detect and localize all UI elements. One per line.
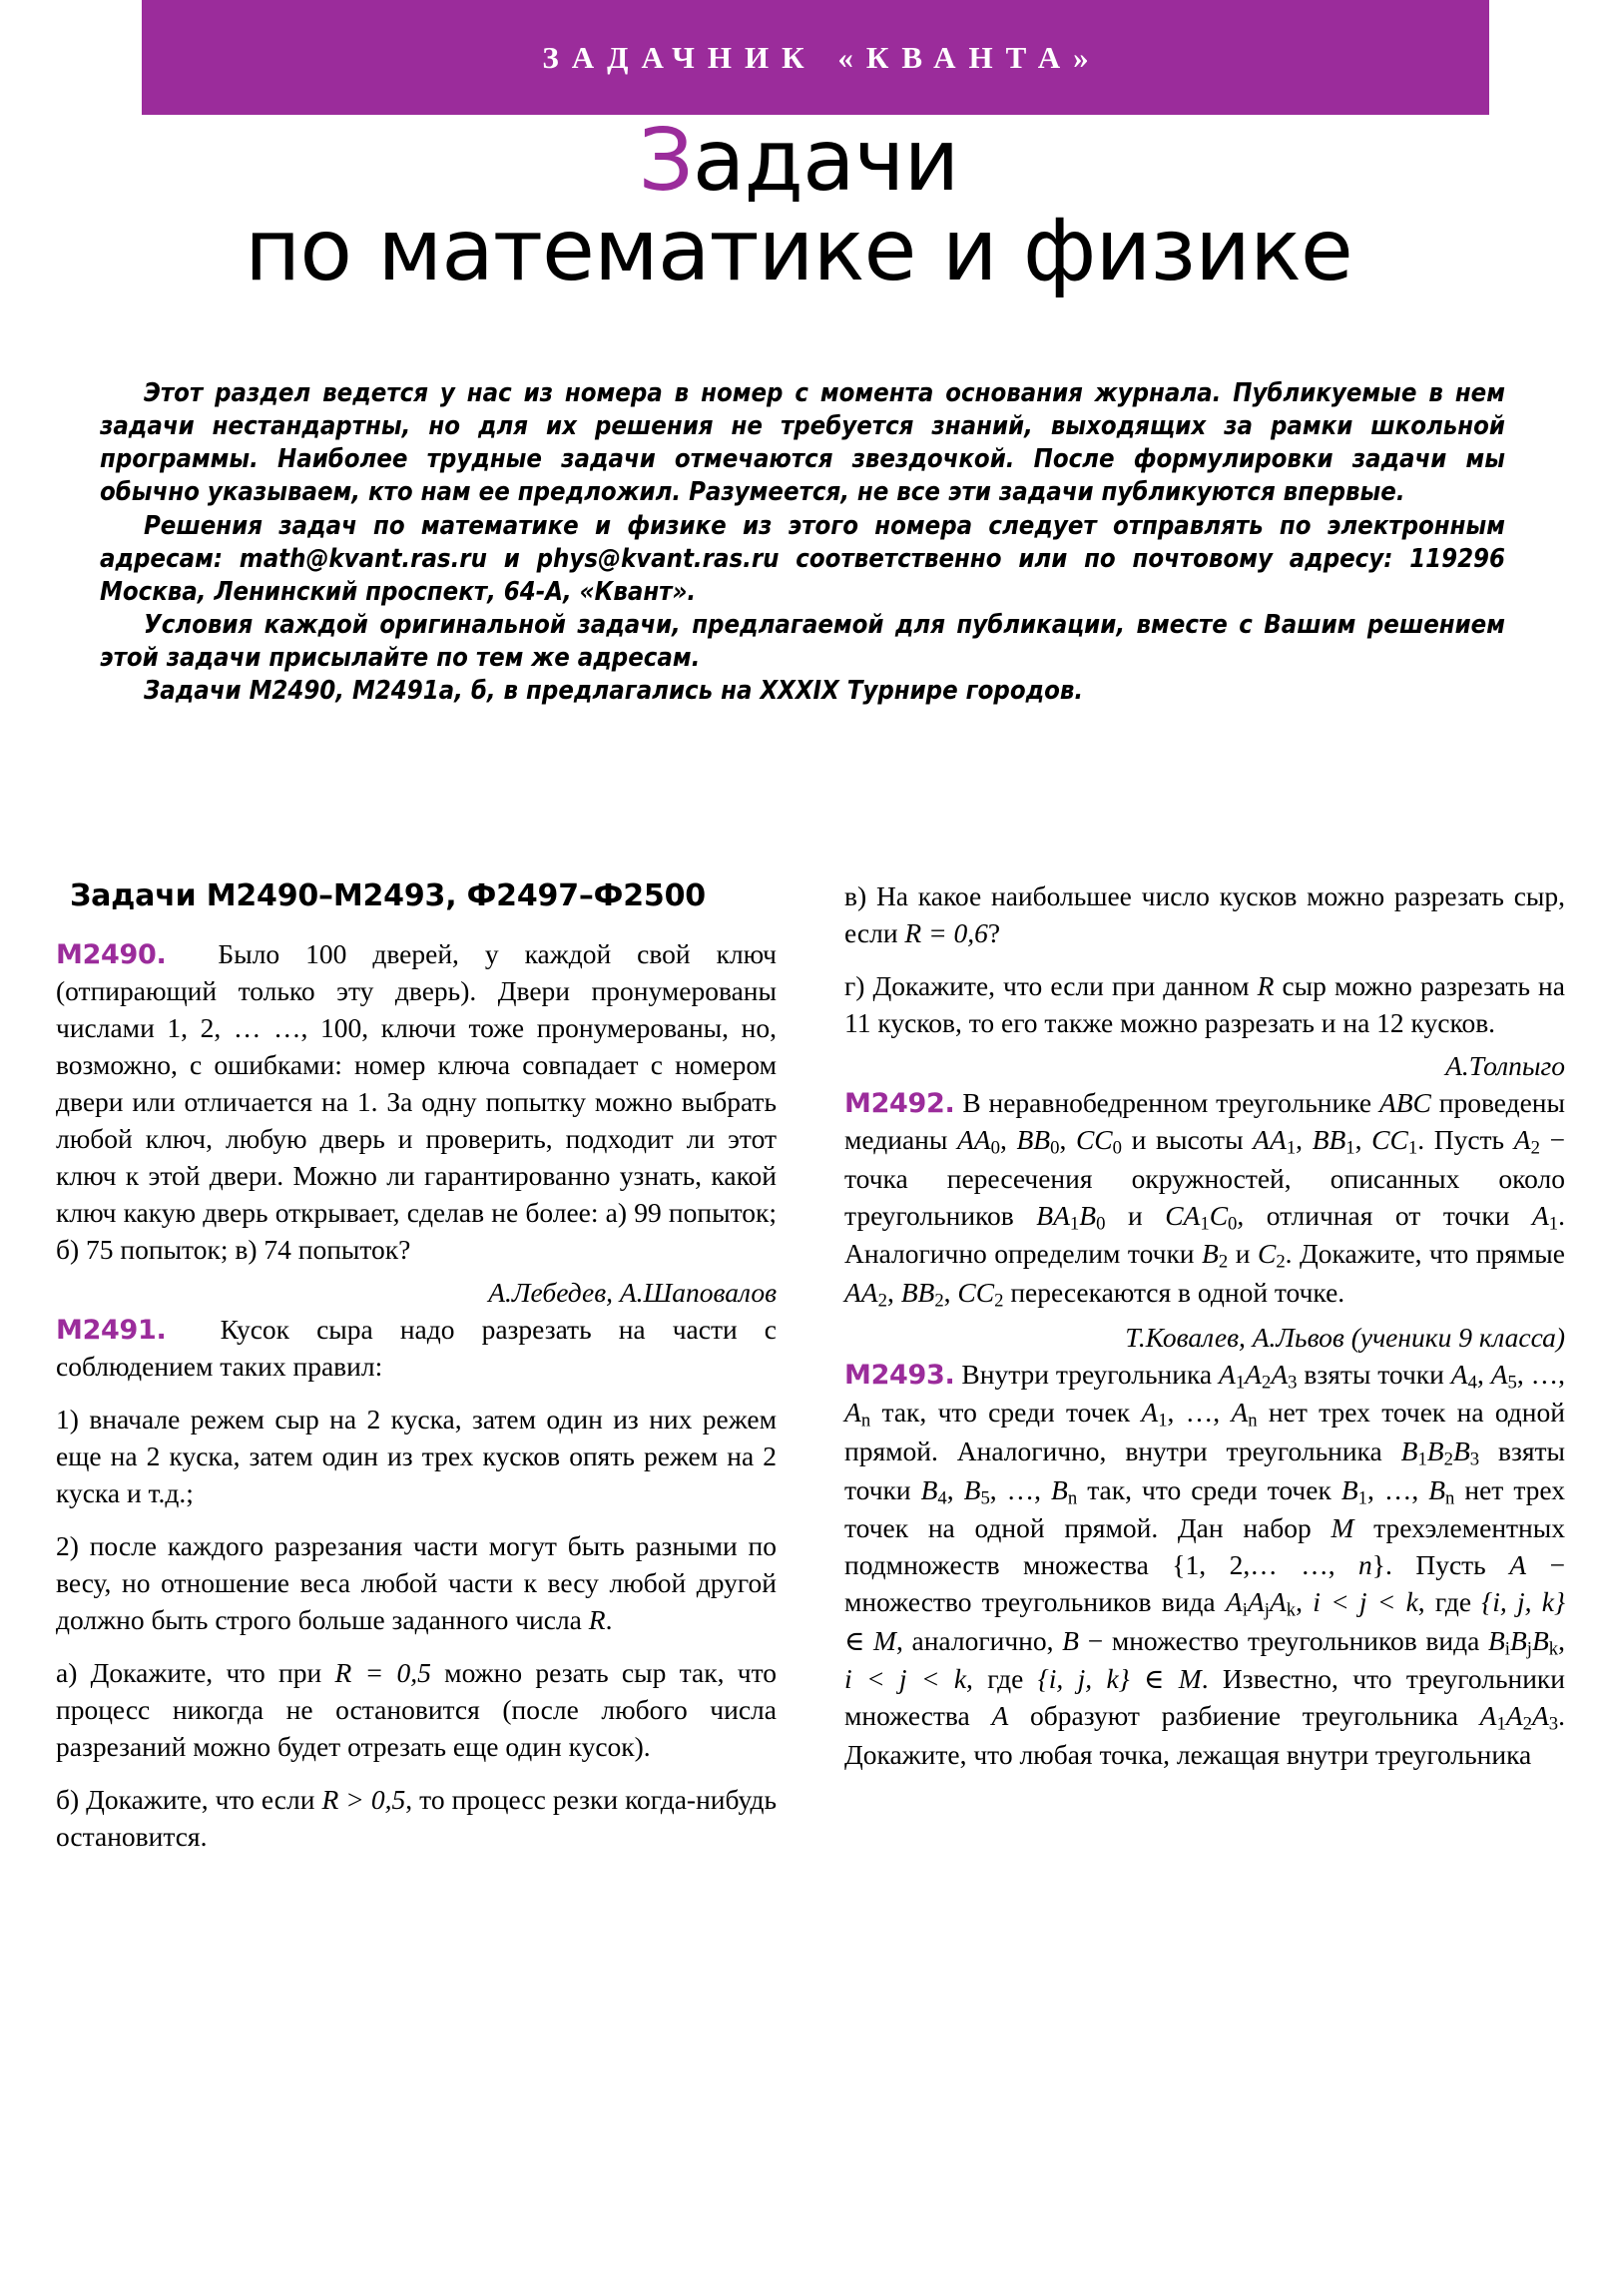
math-point-b2: $B_2$ [1202,1238,1229,1273]
item-a-post: можно резать сыр так, что процесс никогда не остановится (после любого числа разрезаний можно будет отрезать еще один кусок). [56,1657,778,1763]
item-v-post: ? [987,916,1001,948]
math-set-m: M [1331,1512,1354,1544]
math-point-c2: $C_2$ [1257,1238,1286,1273]
math-point-bn: $B_n$ [1051,1473,1078,1509]
math-tri-aiajak: $A_iA_jA_k$ [1225,1586,1297,1621]
column-right [844,878,1565,1774]
intro-block [100,377,1505,708]
math-point-a5: $A_5$ [1490,1358,1517,1394]
math-median-bb0: $BB_0$ [1016,1124,1060,1159]
math-set-a-2: A [991,1700,1009,1732]
math-median-aa0: $AA_0$ [957,1124,1000,1159]
math-point-an-b: $A_n$ [1231,1397,1258,1432]
math-altitude-bb1: $BB_1$ [1312,1124,1355,1159]
math-triangle-abc: ABC [1378,1086,1431,1118]
page-title [0,111,1597,300]
problem-m2491-lead: Кусок сыра надо разрезать на части с соблюдением таких правил: [56,1314,777,1383]
problem-number-m2493: М2493. [844,1359,955,1391]
math-tri-a1a2a3-2: $A_1A_2A_3$ [1479,1700,1559,1735]
problem-m2490-body: Было 100 дверей, у каждой свой ключ (отпирающий только эту дверь). Двери пронумерованы числами 1, 2, … …, 100, ключи тоже пронумерованы, но, возможно, с ошибками: номер ключа совпадает с номером двери или отличается на 1. За одну попытку можно выбрать любой ключ, любую дверь и проверить, подходит ли этот ключ к этой двери. Можно ли гарантированно узнать, какой ключ какую дверь открывает, сделав не более: а) 99 попыток; б) 75 попыток; в) 74 попыток? [56,938,777,1266]
math-median-cc0: $CC_0$ [1075,1124,1122,1159]
attribution-m2491: А.Толпыго [1445,1049,1565,1081]
problem-m2491-rule-2-text: 2) после каждого разрезания части могут быть разными по весу, но отношение веса любой части к весу любой другой должно быть строго больше заданного числа [56,1530,777,1636]
item-a-pre: а) Докажите, что при [56,1657,335,1689]
math-tri-ca1c0: $CA_1C_0$ [1165,1199,1238,1235]
math-point-b1b: $B_1$ [1340,1473,1367,1509]
problem-number-m2491: М2491. [56,1315,167,1347]
math-line-bb2: $BB_2$ [900,1277,944,1312]
math-in-m: ∈ M [844,1624,896,1656]
math-eq-a: R = 0,5 [334,1657,431,1689]
math-altitude-cc1: $CC_1$ [1371,1124,1418,1159]
problem-m2491-rule-1: 1) вначале режем сыр на 2 куска, затем один из них режем еще на 2 куска, затем один из трех кусков опять режем на 2 куска и т.д.; [56,1404,777,1509]
title-line-1 [0,111,1597,211]
math-point-bn-b: $B_n$ [1428,1473,1455,1509]
math-set-a: A [1509,1549,1527,1581]
title-line-1-rest: адачи [692,111,959,211]
problem-m2490 [56,936,777,1269]
column-left [56,878,777,1856]
math-var-R: R [588,1604,606,1636]
math-tri-b1b2b3: $B_1B_2B_3$ [1400,1435,1480,1470]
intro-paragraph-3: Условия каждой оригинальной задачи, предлагаемой для публикации, вместе с Вашим решением этой задачи присылайте по тем же адресам. [100,609,1505,674]
problem-m2491-item-g [844,968,1565,1042]
math-point-an: $A_n$ [844,1397,871,1432]
math-point-b4: $B_4$ [920,1473,947,1509]
math-tri-bibjbk: $B_iB_jB_k$ [1487,1624,1559,1660]
math-point-b5: $B_5$ [963,1473,990,1509]
math-in-m-2: ∈ M [1144,1663,1202,1695]
problem-number-m2490: М2490. [56,939,167,970]
problem-m2491-item-v [844,878,1565,952]
math-var-R-g: R [1257,969,1275,1001]
title-accent-letter: З [638,111,693,211]
title-line-2: по математике и физике [245,200,1352,300]
math-set-ijk-2: {i, j, k} [1037,1663,1130,1695]
attribution-m2490: А.Лебедев, А.Шаповалов [488,1277,777,1309]
intro-paragraph-2: Решения задач по математике и физике из этого номера следует отправлять по электронным адресам: math@kvant.ras.ru и phys@kvant.ras.ru соответственно или по почтовому адресу: 119296 Москва, Ленинский проспект, 64-А, «Квант». [100,510,1505,607]
problem-m2491-item-b [56,1782,777,1856]
math-set-ijk-in-m: {i, j, k} [1481,1586,1566,1618]
item-g-pre: г) Докажите, что если при данном [844,969,1258,1001]
section-heading: Задачи М2490–М2493, Ф2497–Ф2500 [70,878,706,913]
math-set-b: B [1062,1624,1079,1656]
intro-paragraph-1: Этот раздел ведется у нас из номера в номер с момента основания журнала. Публикуемые в нем задачи нестандартны, но для их решения не требуется знаний, выходящих за рамки школьной программы. Наиболее трудные задачи отмечаются звездочкой. После формулировки задачи мы обычно указываем, кто нам ее предложил. Разумеется, не все эти задачи публикуются впервые. [100,378,1505,508]
section-banner [142,0,1489,115]
math-tri-a1a2a3: $A_1A_2A_3$ [1219,1358,1298,1394]
problem-m2491-rule-2: 2) после каждого разрезания части могут быть разными по весу, но отношение веса любой части к весу любой другой должно быть строго больше заданного числа R. [56,1530,777,1636]
math-var-n: n [1358,1549,1372,1581]
math-line-aa2: $AA_2$ [844,1277,887,1312]
math-line-cc2: $CC_2$ [957,1277,1004,1312]
math-ineq-ijk: i < j < k [1313,1586,1418,1618]
math-eq-v: R = 0,6 [904,916,988,948]
problem-m2492: М2492. В неравнобедренном треугольнике ABC проведены медианы $AA_0$, $BB_0$, $CC_0$ и высоты $AA_1$, $BB_1$, $CC_1$. Пусть $A_2$ − точка пересечения окружностей, описанных около треугольников $BA_1B_0$ и $CA_1C_0$, отличная от точки $A_1$. Аналогично определим точки $B_2$ и $C_2$. Докажите, что прямые $AA_2$, $BB_2$, $CC_2$ пересекаются в одной точке. [844,1086,1566,1312]
math-altitude-aa1: $AA_1$ [1253,1124,1297,1159]
item-v-pre: в) На какое наибольшее число кусков можно разрезать сыр, если [844,880,1565,948]
math-tri-ba1b0: $BA_1B_0$ [1036,1199,1106,1235]
banner-title: ЗАДАЧНИК «КВАНТА» [542,39,1102,75]
item-b-pre: б) Докажите, что если [56,1784,322,1816]
math-point-a1b: $A_1$ [1141,1397,1168,1432]
problem-m2491 [56,1312,777,1386]
math-point-a4: $A_4$ [1450,1358,1477,1394]
math-eq-b: R > 0,5 [321,1784,406,1816]
item-g-post: сыр можно разрезать на 11 кусков, то его также можно разрезать и на 12 кусков. [844,969,1565,1038]
problem-m2491-item-a [56,1655,777,1766]
math-point-a2: $A_2$ [1513,1124,1540,1159]
problem-m2493: М2493. Внутри треугольника $A_1A_2A_3$ взяты точки $A_4$, $A_5$, …, $A_n$ так, что среди точек $A_1$, …, $A_n$ нет трех точек на одной прямой. Аналогично, внутри треугольника $B_1B_2B_3$ взяты точки $B_4$, $B_5$, …, $B_n$ так, что среди точек $B_1$, …, $B_n$ нет трех точек на одной прямой. Дан набор M трехэлементных подмножеств множества {1, 2,… …, n}. Пусть A − множество треугольников вида $A_iA_jA_k$, i < j < k, где {i, j, k} ∈ M, аналогично, B − множество треугольников вида $B_iB_jB_k$, i < j < k, где {i, j, k} ∈ M. Известно, что треугольники множества A образуют разбиение треугольника $A_1A_2A_3$. Докажите, что любая точка, лежащая внутри треугольника [844,1358,1566,1771]
math-ineq-ijk-2: i < j < k [844,1663,967,1695]
intro-paragraph-4: Задачи М2490, М2491а, б, в предлагались на XXXIX Турнире городов. [144,676,1084,707]
item-b-post: , то процесс резки когда-нибудь остановится. [56,1784,778,1853]
problem-number-m2492: М2492. [844,1087,955,1119]
attribution-m2492: Т.Ковалев, А.Львов (ученики 9 класса) [1125,1321,1565,1353]
math-point-a1: $A_1$ [1531,1199,1559,1235]
